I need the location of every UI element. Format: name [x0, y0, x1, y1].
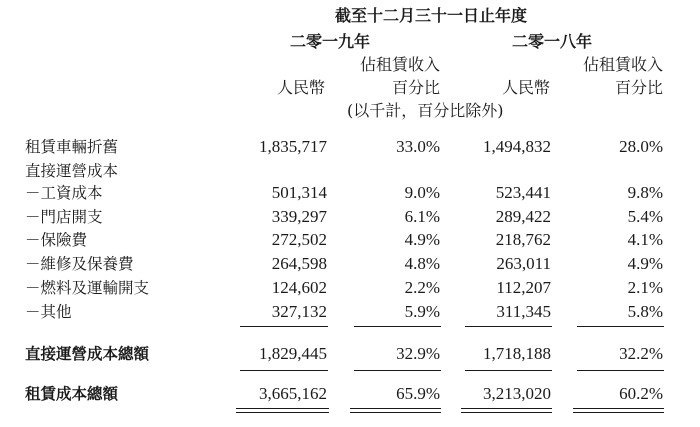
subtotal-rule-pct-2019 [354, 326, 441, 327]
row-label: －其他 [25, 303, 72, 321]
row-label: －工資成本 [25, 184, 103, 202]
value-2019: 1,835,717 [259, 137, 327, 156]
value-2019: 124,602 [271, 278, 327, 297]
value-2018: 263,011 [496, 254, 551, 273]
row-label: －維修及保養費 [25, 255, 134, 273]
row-label: 租賃車輛折舊 [25, 138, 119, 156]
value-2019: 339,297 [271, 207, 327, 226]
pct-2018: 4.9% [627, 254, 663, 273]
subtotal-rule-pct-2018 [577, 326, 664, 327]
total-double-rule-pct-2019-a [350, 408, 441, 409]
pct-2019: 33.0% [396, 137, 440, 156]
pct-2019: 5.9% [404, 302, 440, 321]
pct-header-2019-line2: 百分比 [391, 78, 440, 97]
total-rule-value-2018 [465, 370, 552, 371]
value-2018: 112,207 [496, 278, 551, 297]
rmb-header-2018: 人民幣 [501, 78, 550, 97]
subtotal-pct-2019: 32.9% [396, 344, 440, 363]
value-2018: 311,345 [496, 302, 551, 321]
value-2019: 264,598 [271, 254, 327, 273]
pct-2018: 5.4% [627, 207, 663, 226]
total-double-rule-value-2018-b [461, 412, 552, 413]
year-2018-heading: 二零一八年 [512, 32, 593, 51]
subtotal-rule-value-2018 [465, 326, 552, 327]
total-value-2019: 3,665,162 [259, 384, 327, 403]
pct-2019: 9.0% [404, 183, 440, 202]
subtotal-pct-2018: 32.2% [619, 344, 663, 363]
pct-2019: 6.1% [404, 207, 440, 226]
value-2019: 272,502 [271, 230, 327, 249]
pct-2018: 28.0% [619, 137, 663, 156]
pct-2018: 9.8% [627, 183, 663, 202]
total-double-rule-pct-2018-a [573, 408, 664, 409]
total-double-rule-pct-2018-b [573, 412, 664, 413]
row-label: －燃料及運輸開支 [25, 279, 150, 297]
subtotal-rule-value-2019 [240, 326, 328, 327]
value-2018: 218,762 [495, 230, 551, 249]
value-2018: 523,441 [495, 183, 551, 202]
value-2019: 501,314 [271, 183, 327, 202]
total-label: 租賃成本總額 [25, 385, 119, 403]
pct-2019: 4.8% [404, 254, 440, 273]
row-label: －保險費 [25, 231, 88, 249]
total-rule-pct-2019 [354, 370, 441, 371]
total-double-rule-value-2019-a [236, 408, 329, 409]
pct-header-2018-line2: 百分比 [614, 78, 663, 97]
year-2019-heading: 二零一九年 [290, 32, 371, 51]
pct-2018: 4.1% [627, 230, 663, 249]
total-pct-2019: 65.9% [396, 384, 440, 403]
subtotal-value-2018: 1,718,188 [483, 344, 551, 363]
total-double-rule-pct-2019-b [350, 412, 441, 413]
period-heading: 截至十二月三十一日止年度 [335, 6, 528, 25]
unit-note: (以千計，百分比除外) [347, 101, 504, 120]
pct-2019: 2.2% [404, 278, 440, 297]
pct-header-2019-line1: 佔租賃收入 [359, 55, 440, 74]
total-rule-value-2019 [240, 370, 328, 371]
pct-2018: 2.1% [627, 278, 663, 297]
rmb-header-2019: 人民幣 [276, 78, 325, 97]
total-double-rule-value-2019-b [236, 412, 329, 413]
pct-2018: 5.8% [627, 302, 663, 321]
pct-2019: 4.9% [404, 230, 440, 249]
total-pct-2018: 60.2% [619, 384, 663, 403]
total-rule-pct-2018 [577, 370, 664, 371]
row-label: －門店開支 [25, 208, 103, 226]
subtotal-label: 直接運營成本總額 [25, 345, 150, 363]
pct-header-2018-line1: 佔租賃收入 [582, 55, 663, 74]
total-double-rule-value-2018-a [461, 408, 552, 409]
value-2018: 289,422 [495, 207, 551, 226]
total-value-2018: 3,213,020 [483, 384, 551, 403]
row-label: 直接運營成本 [25, 162, 119, 180]
value-2019: 327,132 [271, 302, 327, 321]
subtotal-value-2019: 1,829,445 [259, 344, 327, 363]
value-2018: 1,494,832 [483, 137, 551, 156]
